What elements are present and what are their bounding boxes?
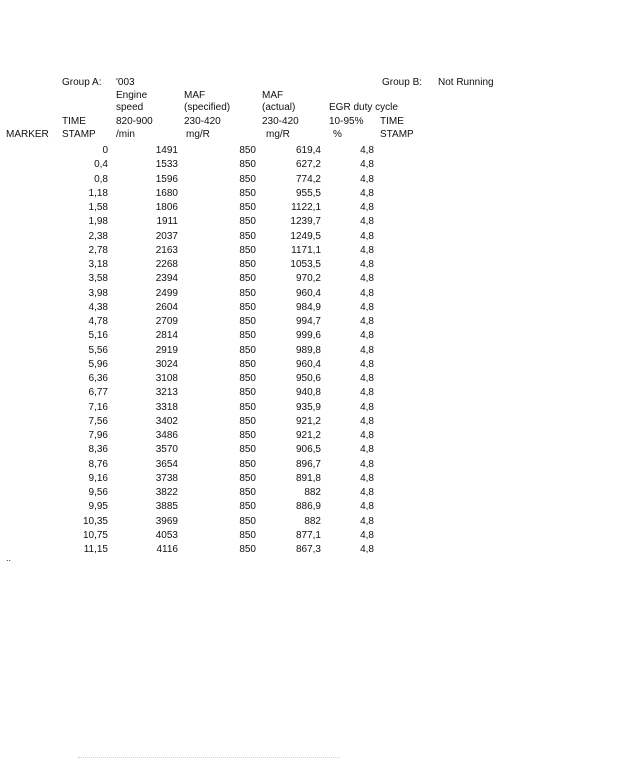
time-stamp-cell: 3,18 (88, 259, 108, 270)
maf-specified-cell: 850 (239, 345, 256, 356)
egr-duty-cell: 4,8 (360, 430, 374, 441)
engine-speed-cell: 1533 (155, 159, 178, 170)
time-stamp-cell: 8,76 (88, 459, 108, 470)
maf-specified-cell: 850 (239, 202, 256, 213)
maf-actual-cell: 1239,7 (290, 216, 321, 227)
maf-specified-cell: 850 (239, 159, 256, 170)
maf-actual-cell: 955,5 (295, 188, 321, 199)
maf-actual-h2: (actual) (262, 102, 296, 113)
time-stamp-cell: 4,38 (88, 302, 108, 313)
maf-specified-cell: 850 (239, 487, 256, 498)
maf-specified-cell: 850 (239, 516, 256, 527)
egr-duty-cell: 4,8 (360, 359, 374, 370)
engine-speed-cell: 3108 (155, 373, 178, 384)
maf-actual-h4: mg/R (266, 129, 290, 140)
maf-actual-cell: 774,2 (295, 174, 321, 185)
time-stamp-cell: 10,75 (82, 530, 108, 541)
maf-actual-cell: 882 (304, 516, 321, 527)
egr-duty-cell: 4,8 (360, 145, 374, 156)
engine-speed-cell: 2709 (155, 316, 178, 327)
time-stamp-cell: 9,95 (88, 501, 108, 512)
egr-duty-cell: 4,8 (360, 487, 374, 498)
time-stamp-h1: TIME (62, 116, 86, 127)
maf-specified-cell: 850 (239, 416, 256, 427)
maf-actual-cell: 1249,5 (290, 231, 321, 242)
egr-duty-cell: 4,8 (360, 373, 374, 384)
time-stamp-cell: 9,56 (88, 487, 108, 498)
maf-actual-cell: 1053,5 (290, 259, 321, 270)
engine-speed-cell: 1596 (155, 174, 178, 185)
egr-duty-cell: 4,8 (360, 345, 374, 356)
engine-speed-cell: 2499 (155, 288, 178, 299)
group-a-label: Group A: (62, 77, 102, 88)
time-stamp-cell: 4,78 (88, 316, 108, 327)
maf-specified-cell: 850 (239, 459, 256, 470)
group-a-value: '003 (116, 77, 135, 88)
time-stamp-cell: 6,36 (88, 373, 108, 384)
maf-actual-cell: 999,6 (295, 330, 321, 341)
engine-speed-cell: 2268 (155, 259, 178, 270)
egr-duty-cell: 4,8 (360, 416, 374, 427)
time-stamp-cell: 0,4 (94, 159, 108, 170)
time-stamp-cell: 8,36 (88, 444, 108, 455)
time-stamp-cell: 1,58 (88, 202, 108, 213)
maf-specified-cell: 850 (239, 145, 256, 156)
engine-speed-cell: 3402 (155, 416, 178, 427)
maf-actual-cell: 994,7 (295, 316, 321, 327)
maf-specified-cell: 850 (239, 544, 256, 555)
engine-speed-cell: 2919 (155, 345, 178, 356)
engine-speed-cell: 3486 (155, 430, 178, 441)
egr-duty-cell: 4,8 (360, 516, 374, 527)
maf-specified-cell: 850 (239, 259, 256, 270)
maf-specified-h4: mg/R (186, 129, 210, 140)
maf-specified-cell: 850 (239, 444, 256, 455)
egr-duty-cell: 4,8 (360, 402, 374, 413)
engine-speed-cell: 3885 (155, 501, 178, 512)
engine-speed-cell: 3654 (155, 459, 178, 470)
maf-actual-cell: 940,8 (295, 387, 321, 398)
time-stamp-cell: 7,96 (88, 430, 108, 441)
maf-specified-cell: 850 (239, 530, 256, 541)
egr-duty-cell: 4,8 (360, 231, 374, 242)
egr-duty-cell: 4,8 (360, 273, 374, 284)
maf-specified-cell: 850 (239, 174, 256, 185)
time-stamp-cell: 1,98 (88, 216, 108, 227)
engine-speed-cell: 2163 (155, 245, 178, 256)
engine-speed-h1: Engine (116, 90, 148, 101)
engine-speed-cell: 1806 (155, 202, 178, 213)
group-b-label: Group B: (382, 77, 423, 88)
maf-specified-h3: 230-420 (184, 116, 221, 127)
egr-duty-cell: 4,8 (360, 501, 374, 512)
egr-duty-cell: 4,8 (360, 459, 374, 470)
time-stamp-b-h2: STAMP (380, 129, 414, 140)
egr-duty-cell: 4,8 (360, 159, 374, 170)
egr-duty-cell: 4,8 (360, 202, 374, 213)
maf-specified-cell: 850 (239, 373, 256, 384)
maf-actual-cell: 627,2 (295, 159, 321, 170)
maf-specified-h1: MAF (184, 90, 206, 101)
egr-duty-cell: 4,8 (360, 245, 374, 256)
maf-actual-cell: 984,9 (295, 302, 321, 313)
time-stamp-cell: 1,18 (88, 188, 108, 199)
engine-speed-cell: 3213 (155, 387, 178, 398)
time-stamp-cell: 5,16 (88, 330, 108, 341)
maf-specified-cell: 850 (239, 316, 256, 327)
maf-actual-cell: 867,3 (295, 544, 321, 555)
egr-duty-cell: 4,8 (360, 473, 374, 484)
time-stamp-cell: 2,78 (88, 245, 108, 256)
maf-actual-cell: 950,6 (295, 373, 321, 384)
maf-actual-cell: 619,4 (295, 145, 321, 156)
time-stamp-cell: 0 (102, 145, 108, 156)
egr-duty-cell: 4,8 (360, 259, 374, 270)
maf-actual-cell: 1171,1 (291, 245, 321, 256)
engine-speed-cell: 2394 (155, 273, 178, 284)
engine-speed-h4: /min (116, 129, 135, 140)
egr-duty-cell: 4,8 (360, 330, 374, 341)
time-stamp-cell: 5,96 (88, 359, 108, 370)
time-stamp-cell: 6,77 (88, 387, 108, 398)
time-stamp-cell: 0,8 (94, 174, 108, 185)
maf-specified-cell: 850 (239, 359, 256, 370)
engine-speed-cell: 3738 (155, 473, 178, 484)
maf-specified-cell: 850 (239, 473, 256, 484)
maf-specified-cell: 850 (239, 302, 256, 313)
egr-duty-cell: 4,8 (360, 174, 374, 185)
engine-speed-h2: speed (116, 102, 144, 113)
maf-actual-cell: 921,2 (295, 430, 321, 441)
engine-speed-cell: 4116 (156, 544, 178, 555)
maf-actual-cell: 960,4 (295, 288, 321, 299)
engine-speed-cell: 1491 (155, 145, 178, 156)
engine-speed-cell: 2604 (155, 302, 178, 313)
engine-speed-cell: 2814 (155, 330, 178, 341)
maf-actual-cell: 935,9 (295, 402, 321, 413)
time-stamp-cell: 5,56 (88, 345, 108, 356)
maf-actual-cell: 989,8 (295, 345, 321, 356)
egr-duty-cell: 4,8 (360, 316, 374, 327)
maf-specified-cell: 850 (239, 387, 256, 398)
time-stamp-cell: 3,58 (88, 273, 108, 284)
maf-actual-h3: 230-420 (262, 116, 299, 127)
maf-actual-cell: 1122,1 (291, 202, 321, 213)
maf-actual-cell: 960,4 (295, 359, 321, 370)
maf-actual-cell: 906,5 (295, 444, 321, 455)
engine-speed-cell: 3822 (155, 487, 178, 498)
maf-specified-cell: 850 (239, 231, 256, 242)
maf-actual-cell: 877,1 (295, 530, 321, 541)
stray-mark: .. (6, 553, 12, 563)
marker-header: MARKER (6, 129, 49, 140)
egr-duty-cell: 4,8 (360, 387, 374, 398)
maf-actual-cell: 921,2 (295, 416, 321, 427)
engine-speed-cell: 3969 (155, 516, 178, 527)
time-stamp-h2: STAMP (62, 129, 96, 140)
footer-faint-line (78, 757, 340, 762)
maf-specified-cell: 850 (239, 245, 256, 256)
egr-duty-cell: 4,8 (360, 188, 374, 199)
egr-h3: % (333, 129, 342, 140)
time-stamp-cell: 7,56 (88, 416, 108, 427)
maf-actual-cell: 886,9 (295, 501, 321, 512)
egr-duty-cell: 4,8 (360, 288, 374, 299)
time-stamp-cell: 11,15 (83, 544, 108, 555)
time-stamp-cell: 9,16 (88, 473, 108, 484)
time-stamp-cell: 10,35 (82, 516, 108, 527)
maf-specified-cell: 850 (239, 402, 256, 413)
egr-h1: EGR duty cycle (329, 102, 398, 113)
maf-specified-cell: 850 (239, 216, 256, 227)
egr-duty-cell: 4,8 (360, 302, 374, 313)
maf-actual-cell: 896,7 (295, 459, 321, 470)
maf-specified-cell: 850 (239, 501, 256, 512)
maf-specified-cell: 850 (239, 288, 256, 299)
maf-specified-cell: 850 (239, 330, 256, 341)
group-b-value: Not Running (438, 77, 494, 88)
maf-actual-cell: 882 (304, 487, 321, 498)
engine-speed-cell: 2037 (155, 231, 178, 242)
time-stamp-cell: 7,16 (88, 402, 108, 413)
maf-specified-cell: 850 (239, 273, 256, 284)
egr-duty-cell: 4,8 (360, 444, 374, 455)
engine-speed-cell: 1911 (156, 216, 178, 227)
maf-actual-h1: MAF (262, 90, 284, 101)
maf-specified-cell: 850 (239, 430, 256, 441)
maf-actual-cell: 891,8 (295, 473, 321, 484)
time-stamp-cell: 2,38 (88, 231, 108, 242)
maf-actual-cell: 970,2 (295, 273, 321, 284)
engine-speed-cell: 3570 (155, 444, 178, 455)
time-stamp-cell: 3,98 (88, 288, 108, 299)
egr-duty-cell: 4,8 (360, 216, 374, 227)
egr-duty-cell: 4,8 (360, 544, 374, 555)
maf-specified-cell: 850 (239, 188, 256, 199)
egr-h2: 10-95% (329, 116, 364, 127)
engine-speed-cell: 3024 (155, 359, 178, 370)
engine-speed-cell: 3318 (155, 402, 178, 413)
time-stamp-b-h1: TIME (380, 116, 404, 127)
engine-speed-h3: 820-900 (116, 116, 153, 127)
egr-duty-cell: 4,8 (360, 530, 374, 541)
maf-specified-h2: (specified) (184, 102, 231, 113)
engine-speed-cell: 1680 (155, 188, 178, 199)
engine-speed-cell: 4053 (155, 530, 178, 541)
